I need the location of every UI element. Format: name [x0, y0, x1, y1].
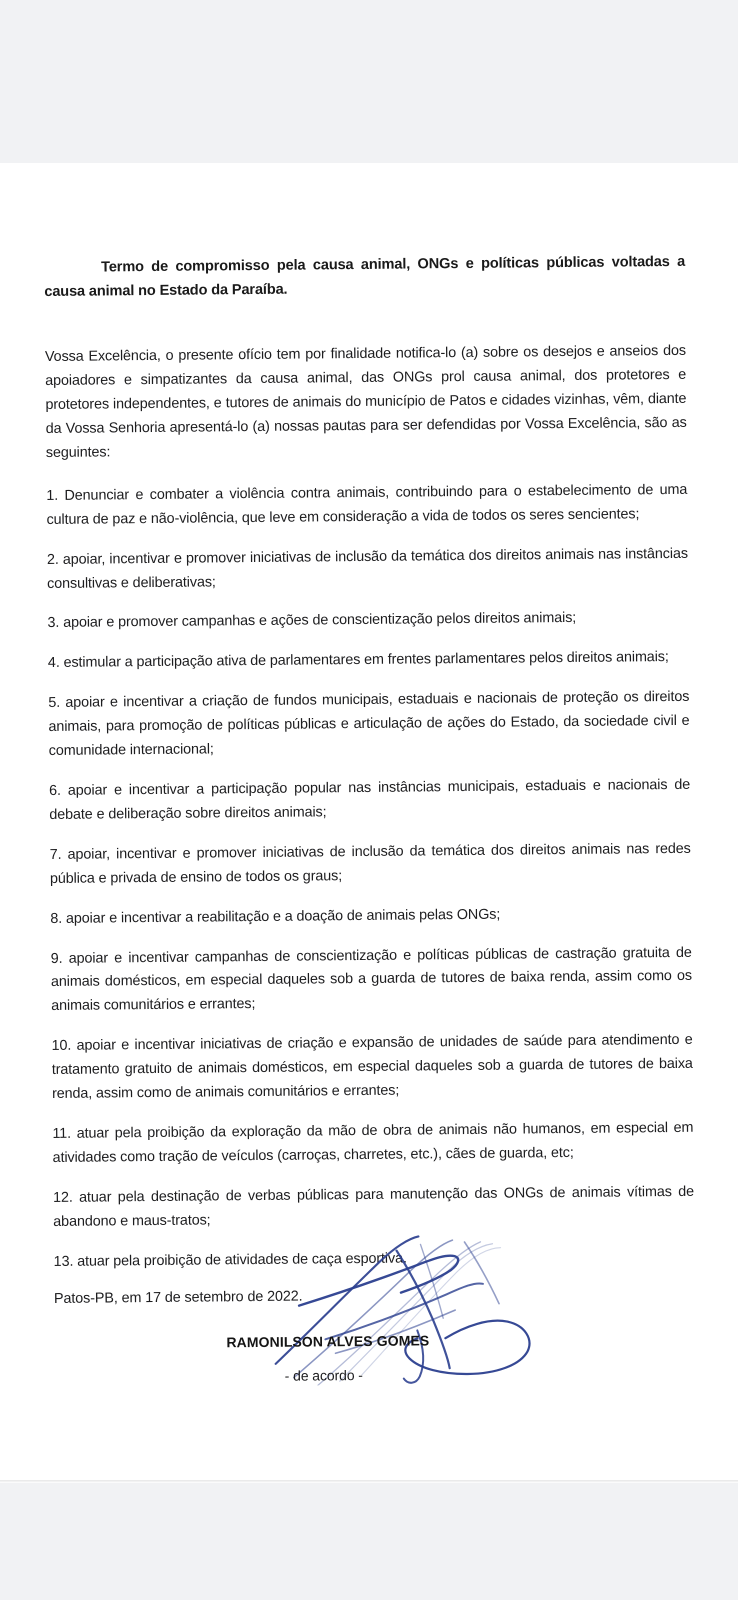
- intro-paragraph: Vossa Excelência, o presente ofício tem por finalidade notifica-lo (a) sobre os desejos e anseios dos apoiadores e simpatizantes da causa animal, das ONGs prol causa animal, dos protetores e protetores independentes, e tutores de animais do município de Patos e cidades vizinhas, vêm, diante da Vossa Senhoria apresentá-lo (a) nossas pautas para ser defendidas por Vossa Excelência, são as seguintes:: [44, 343, 687, 461]
- clause-item-3: 3. apoiar e promover campanhas e ações de conscientização pelos direitos animais;: [47, 610, 577, 632]
- clause-item-12: 12. atuar pela destinação de verbas públicas para manutenção das ONGs de animais vítimas de abandono e maus-tratos;: [52, 1183, 695, 1230]
- place-and-date: Patos-PB, em 17 de setembro de 2022.: [53, 1289, 303, 1308]
- clause-item-1: 1. Denunciar e combater a violência contra animais, contribuindo para o estabelecimento de uma cultura de paz e não-violência, que leve em consideração a vida de todos os seres sencientes;: [46, 481, 688, 528]
- clause-item-11: 11. atuar pela proibição da exploração da mão de obra de animais não humanos, em especial em atividades como tração de veículos (carroças, charretes, etc.), cães de guarda, etc;: [52, 1119, 694, 1166]
- scanned-page: [0, 163, 738, 1483]
- top-gutter: [0, 0, 738, 163]
- clause-item-5: 5. apoiar e incentivar a criação de fundos municipais, estaduais e nacionais de proteção os direitos animais, para promoção de políticas públicas e articulação de ações do Estado, da sociedade civil e comunidade internacional;: [48, 689, 690, 760]
- clause-item-10: 10. apoiar e incentivar iniciativas de criação e expansão de unidades de saúde para atendimento e tratamento gratuito de animais domésticos, em especial daqueles sob a guarda de tutores de baixa renda, assim como de animais comunitários e errantes;: [51, 1032, 693, 1102]
- bottom-gutter: [0, 1483, 738, 1600]
- closing-block: [53, 1282, 696, 1385]
- clause-item-2: 2. apoiar, incentivar e promover iniciativas de inclusão da temática dos direitos animais nas instâncias consultivas e deliberativas;: [46, 545, 688, 592]
- document-title: Termo de compromisso pela causa animal, ONGs e políticas públicas voltadas a causa animal no Estado da Paraíba.: [44, 253, 686, 300]
- clause-item-7: 7. apoiar, incentivar e promover iniciativas de inclusão da temática dos direitos animais nas redes pública e privada de ensino de todos os graus;: [49, 840, 691, 887]
- signer-name: RAMONILSON ALVES GOMES: [226, 1332, 430, 1351]
- document-body: [44, 251, 696, 1385]
- agreement-note: - de acordo -: [284, 1367, 363, 1385]
- clause-item-8: 8. apoiar e incentivar a reabilitação e a doação de animais pelas ONGs;: [50, 906, 501, 927]
- clause-item-9: 9. apoiar e incentivar campanhas de conscientização e políticas públicas de castração gratuita de animais domésticos, em especial daqueles sob a guarda de tutores de baixa renda, assim como os animais comunitários e errantes;: [50, 944, 693, 1015]
- signature-area: [54, 1254, 696, 1385]
- clause-item-4: 4. estimular a participação ativa de parlamentares em frentes parlamentares pelos direitos animais;: [47, 649, 669, 672]
- clause-item-6: 6. apoiar e incentivar a participação popular nas instâncias municipais, estaduais e nacionais de debate e deliberação sobre direitos animais;: [49, 776, 691, 823]
- clause-item-13: 13. atuar pela proibição de atividades de caça esportiva.: [53, 1250, 407, 1270]
